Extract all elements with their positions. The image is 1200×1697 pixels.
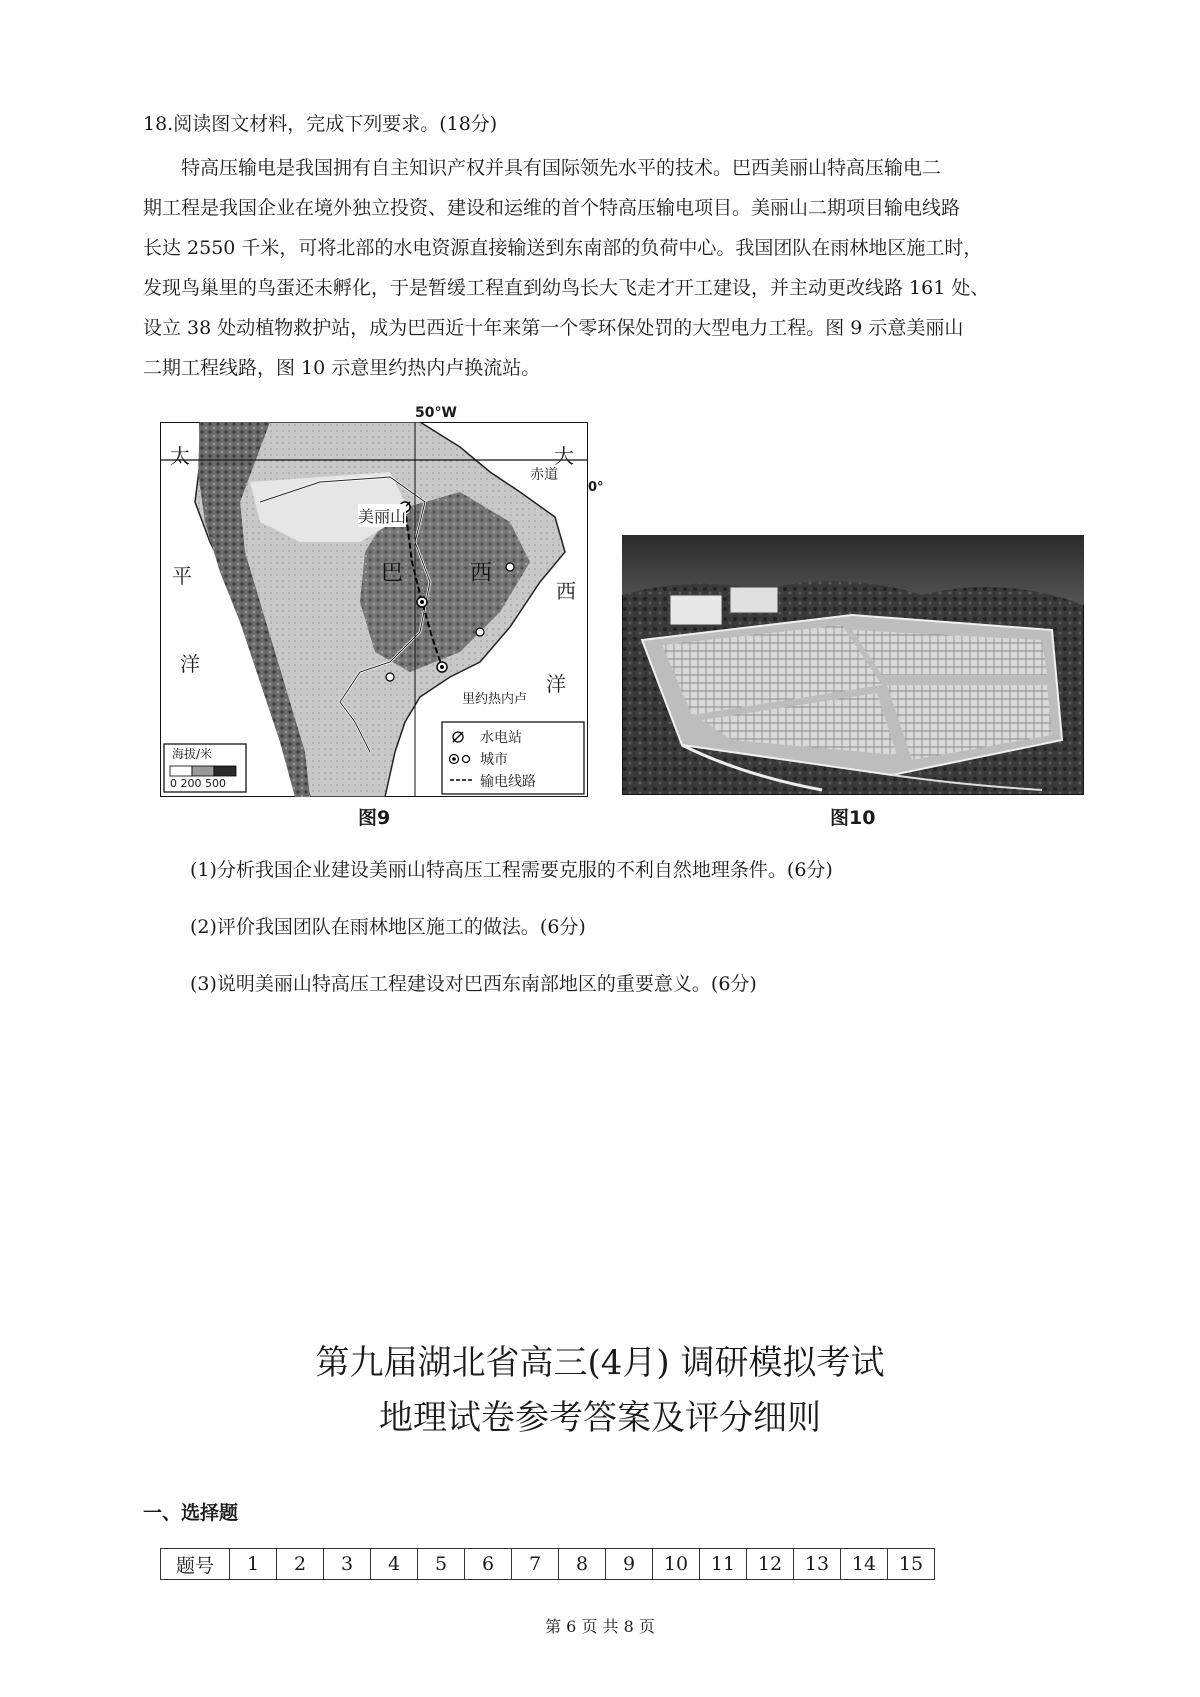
city-marker: [476, 628, 484, 636]
city-label-rio: 里约热内卢: [462, 688, 527, 707]
city-marker: [506, 563, 514, 571]
answer-title-line-2: 地理试卷参考答案及评分细则: [379, 1398, 821, 1438]
equator-degree-label: 0°: [588, 480, 604, 495]
elevation-legend-ticks: 0 200 500: [170, 777, 226, 790]
sub-question-1: (1)分析我国企业建设美丽山特高压工程需要克服的不利自然地理条件。(6分): [190, 859, 833, 881]
figure10-photo: [622, 535, 1084, 795]
legend-hydro-station: 水电站: [480, 730, 522, 746]
station-building: [670, 595, 722, 625]
figure10-caption: 图10: [830, 807, 876, 829]
table-cell: 3: [324, 1549, 371, 1580]
ocean-label-atlantic-3: 洋: [546, 672, 566, 696]
ocean-label-pacific-2: 平: [172, 564, 192, 588]
table-cell: 9: [606, 1549, 653, 1580]
legend-city: 城市: [480, 752, 508, 768]
equator-label: 赤道: [530, 467, 558, 483]
table-cell: 8: [559, 1549, 606, 1580]
station-building: [730, 587, 778, 613]
ocean-label-pacific-1: 太: [170, 444, 190, 468]
elevation-legend-title: 海拔/米: [172, 747, 213, 761]
question-title: 18.阅读图文材料，完成下列要求。(18分): [143, 113, 498, 135]
table-cell: 4: [371, 1549, 418, 1580]
table-cell: 10: [653, 1549, 700, 1580]
city-marker: [386, 673, 394, 681]
paragraph-line: 二期工程线路，图 10 示意里约热内卢换流站。: [143, 357, 541, 379]
table-cell: 13: [794, 1549, 841, 1580]
table-cell: 1: [230, 1549, 277, 1580]
longitude-label: 50°W: [415, 405, 457, 421]
paragraph-line: 设立 38 处动植物救护站，成为巴西近十年来第一个零环保处罚的大型电力工程。图 9 示意美丽山: [143, 317, 964, 339]
country-label-2: 西: [470, 561, 493, 586]
table-cell: 14: [841, 1549, 888, 1580]
table-cell: 7: [512, 1549, 559, 1580]
city-label-belo-monte: 美丽山: [358, 504, 406, 527]
figure9-caption: 图9: [358, 807, 391, 829]
table-cell: 5: [418, 1549, 465, 1580]
table-cell: 2: [277, 1549, 324, 1580]
ocean-label-pacific-3: 洋: [180, 652, 200, 676]
table-cell: 6: [465, 1549, 512, 1580]
page-footer: 第 6 页 共 8 页: [545, 1617, 655, 1636]
sub-question-3: (3)说明美丽山特高压工程建设对巴西东南部地区的重要意义。(6分): [190, 973, 757, 995]
paragraph-line: 发现鸟巢里的鸟蛋还未孵化，于是暂缓工程直到幼鸟长大飞走才开工建设，并主动更改线路 161 处、: [143, 277, 990, 299]
ocean-label-atlantic-1: 大: [554, 444, 574, 468]
table-row: [161, 1549, 935, 1580]
paragraph-line: 期工程是我国企业在境外独立投资、建设和运维的首个特高压输电项目。美丽山二期项目输电线路: [143, 197, 961, 219]
paragraph-line: 特高压输电是我国拥有自主知识产权并具有国际领先水平的技术。巴西美丽山特高压输电二: [181, 157, 942, 179]
table-header-cell: 题号: [161, 1549, 230, 1580]
figure9-map: [160, 422, 588, 797]
legend-transmission-line: 输电线路: [480, 774, 536, 790]
sub-question-2: (2)评价我国团队在雨林地区施工的做法。(6分): [190, 916, 586, 938]
ocean-label-atlantic-2: 西: [556, 579, 576, 603]
section-title: 一、选择题: [143, 1502, 239, 1524]
material-paragraph: [143, 148, 1065, 388]
answer-table: [160, 1548, 935, 1580]
paragraph-line: 长达 2550 千米，可将北部的水电资源直接输送到东南部的负荷中心。我国团队在雨林地区施工时，: [143, 237, 983, 259]
table-cell: 15: [888, 1549, 935, 1580]
table-cell: 12: [747, 1549, 794, 1580]
answer-title-line-1: 第九届湖北省高三(4月) 调研模拟考试: [315, 1343, 885, 1383]
country-label-1: 巴: [381, 561, 404, 586]
table-cell: 11: [700, 1549, 747, 1580]
